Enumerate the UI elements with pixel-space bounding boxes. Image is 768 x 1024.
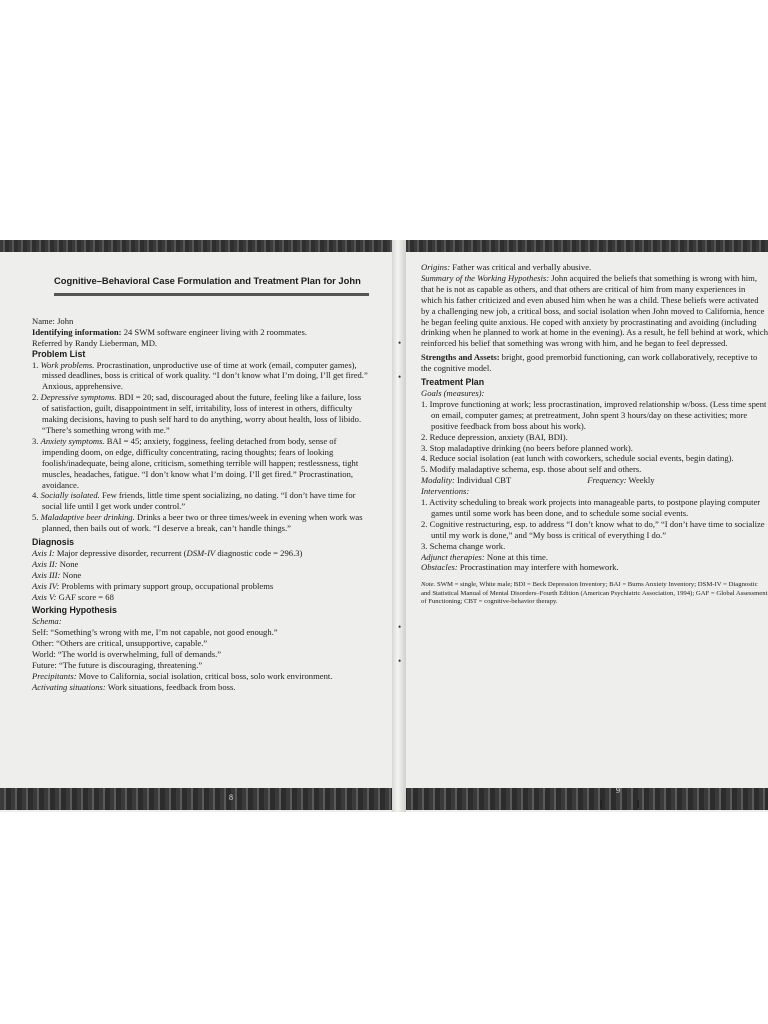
margin-dot: • [398,656,402,666]
schema-label: Schema: [32,616,62,627]
list-item: 5. Maladaptive beer drinking. Drinks a beer two or three times/week in evening when work was planned, then bails out of work. “I deserve a break, can’t handle things.” [32,512,363,534]
edge-tick [637,800,639,808]
goals-list [421,399,768,475]
list-item: 2. Depressive symptoms. BDI = 20; sad, discouraged about the future, feeling like a failure, loss of satisfaction, guilt, disappointment in self, irritability, loss of interest in others, difficulty making decisions, having to push self hard to do anything, worry about health, loss of libido. “There’s something wrong with me.” [32,392,362,435]
page-number-right: 9 [616,786,620,795]
axis-line: Axis V: GAF score = 68 [32,591,114,602]
problem-list [32,360,368,535]
list-item: 5. Modify maladaptive schema, esp. those about self and others. [421,464,642,475]
edge-tick [600,800,602,808]
strengths-assets: Strengths and Assets: bright, good premorbid functioning, can work collaboratively, receptive to the cognitive model. [421,352,758,374]
diagnosis-heading: Diagnosis [32,537,75,548]
list-item: 3. Schema change work. [421,540,506,551]
case-formulation-title: Cognitive–Behavioral Case Formulation and Treatment Plan for John [54,276,369,296]
margin-dot: • [398,372,402,382]
schema-line: World: “The world is overwhelming, full of demands.” [32,649,222,660]
schema-line: Other: “Others are critical, unsupportive, capable.” [32,638,208,649]
left-page [32,262,368,693]
axis-line: Axis I: Major depressive disorder, recurrent (DSM-IV diagnostic code = 296.3) [32,547,303,558]
hypothesis-summary: Summary of the Working Hypothesis: John acquired the beliefs that something is wrong with him, that he is not as capable as others, and that others are critical of him from many experiences in which his father criticized and even abused him when he was a child. These beliefs were activated by a challenging new job, a critical boss, and social isolation when John moved to California, hence he began feeling quite anxious. He coped with anxiety by procrastinating and avoiding (including drinking when he planned to work at home in the evening). As a result, he fell behind at work, which reinforced his belief that something was wrong with him, and he began to feel depressed. [421,272,768,349]
list-item: 2. Reduce depression, anxiety (BAI, BDI). [421,431,568,442]
margin-dot: • [398,338,402,348]
working-hypothesis-heading: Working Hypothesis [32,605,117,616]
list-item: 4. Reduce social isolation (eat lunch with coworkers, schedule social events, begin dating). [421,453,734,464]
bottom-printed-band [0,788,768,810]
interventions-list [421,497,768,552]
problem-list-heading: Problem List [32,348,86,359]
referral: Referred by Randy Lieberman, MD. [32,337,158,348]
obstacles: Obstacles: Procrastination may interfere with homework. [421,562,619,573]
axis-line: Axis III: None [32,569,82,580]
top-printed-band [0,240,768,252]
activating-situations: Activating situations: Work situations, feedback from boss. [32,681,236,692]
list-item: 4. Socially isolated. Few friends, little time spent socializing, no dating. “I don’t have time for social life until I get work under control.” [32,490,356,512]
list-item: 3. Anxiety symptoms. BAI = 45; anxiety, fogginess, feeling detached from body, sense of impending doom, on edge, difficulty concentrating, racing thoughts; fears of looking foolish/inadequate, being alone, criticism, something terrible will happen; restlessness, tight muscles, headaches, fatigue. “I don’t know what I’m doing. I’ll get fired.” Procrastination, avoidance. [32,435,359,490]
list-item: 1. Improve functioning at work; less procrastination, improved relationship w/boss. (Less time spent on email, computer games; at pretreatment, John spent 3 hours/day on these activities; more positive feedback from boss about his work). [421,398,767,431]
list-item: 2. Cognitive restructuring, esp. to address “I don’t know what to do,” “I don’t have time to socialize until my work is done,” and “My boss is critical of everything I do.” [421,518,765,540]
book-gutter [392,240,406,812]
axis-line: Axis IV: Problems with primary support group, occupational problems [32,580,274,591]
goals-label: Goals (measures): [421,387,485,398]
abbreviations-note: Note. SWM = single, White male; BDI = Beck Depression Inventory; BAI = Burns Anxiety Inventory; DSM-IV = Diagnostic and Statistical Manual of Mental Disorders–Fourth Edition (American Psychiatric Association, 1994); GAF = Global Assessment of Functioning; CBT = cognitive-behavior therapy. [421,581,768,606]
interventions-label: Interventions: [421,486,470,497]
page-number-left: 8 [229,793,233,802]
client-name: John [57,315,74,326]
name-line: Name: John [32,315,74,326]
list-item: 1. Work problems. Procrastination, unproductive use of time at work (email, computer games), missed deadlines, boss is critical of work quality. “I don’t know what I’m doing, I’ll get fired.” Anxious, apprehensive. [32,359,368,392]
schema-line: Future: “The future is discouraging, threatening.” [32,660,203,670]
list-item: 1. Activity scheduling to break work projects into manageable parts, to postpone playing computer games until some work has been done, and to schedule some social events. [421,497,761,518]
margin-dot: • [398,622,402,632]
schema-line: Self: “Something’s wrong with me, I’m not capable, not good enough.” [32,627,278,638]
identifying-info: Identifying information: 24 SWM software engineer living with 2 roommates. [32,326,307,337]
axis-line: Axis II: None [32,558,79,569]
precipitants: Precipitants: Move to California, social isolation, critical boss, solo work environment. [32,670,333,681]
right-page [421,262,768,607]
list-item: 3. Stop maladaptive drinking (no beers before planned work). [421,442,633,453]
modality-frequency: Modality: Individual CBT Frequency: Weekly [421,475,655,486]
adjunct-therapies: Adjunct therapies: None at this time. [421,551,548,562]
treatment-plan-heading: Treatment Plan [421,377,485,388]
origins: Origins: Father was critical and verbally abusive. [421,262,592,272]
